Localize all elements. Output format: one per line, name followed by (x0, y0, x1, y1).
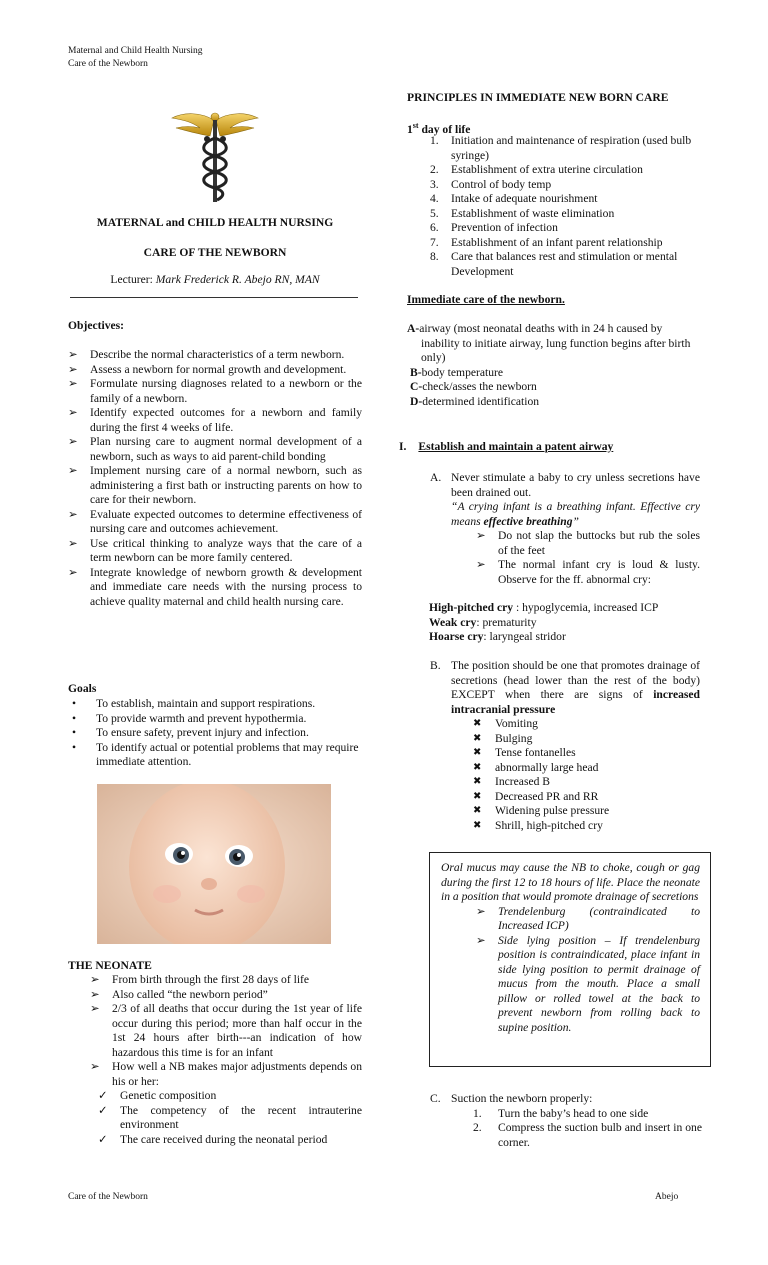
step-a (430, 471, 700, 587)
lecturer-line (68, 273, 362, 288)
objective-item: ➢ Integrate knowledge of newborn growth & development and immediate care needs with the nursing process to achieve quality maternal and child health nursing care. (68, 565, 362, 608)
principle-item: 8. Care that balances rest and stimulation or mental Development (430, 250, 678, 278)
objective-item: ➢ Evaluate expected outcomes to determine effectiveness of nursing care and outcomes achievement. (68, 507, 362, 535)
arrow-bullet-icon: ➢ (68, 536, 78, 550)
footer-right: Abejo (655, 1192, 679, 1202)
goal-item: • To provide warmth and prevent hypothermia. (72, 711, 307, 725)
step-a-sublist (430, 529, 700, 587)
arrow-bullet-icon: ➢ (68, 464, 78, 477)
objective-item: ➢ Identify expected outcomes for a newborn and family during the first 4 weeks of life. (68, 406, 362, 434)
icp-sign-item: ✖ Widening pulse pressure (473, 804, 610, 817)
suction-steps (430, 1107, 702, 1151)
box-item: ➢ Side lying position – If trendelenburg position is contraindicated, place infant in side lying position to permit drainage of mucus from the mouth. Place a small pillow or rolled towel at the back to prevent newborn from rolling back to supine position. (476, 933, 700, 1034)
neonate-subitem: ✓ The competency of the recent intrauterine environment (98, 1103, 362, 1131)
step-b (430, 659, 700, 833)
cry-item: High-pitched cry : hypoglycemia, increased ICP (429, 601, 659, 614)
neonate-heading: THE NEONATE (68, 959, 152, 972)
x-bullet-icon: ✖ (473, 819, 482, 831)
checkmark-icon: ✓ (98, 1132, 108, 1146)
icp-signs-list (430, 717, 700, 833)
principle-item: 4. Intake of adequate nourishment (430, 192, 598, 205)
doc-title: MATERNAL and CHILD HEALTH NURSING (96, 216, 334, 229)
step-a-text: A. Never stimulate a baby to cry unless secretions have been drained out. (430, 471, 700, 499)
icp-sign-item: ✖ Increased B (473, 775, 551, 788)
neonate-subitem: ✓ The care received during the neonatal period (98, 1132, 328, 1146)
objective-item: ➢ Use critical thinking to analyze ways that the care of a term newborn can be more family centered. (68, 536, 362, 564)
principle-item: 7. Establishment of an infant parent relationship (430, 235, 663, 249)
step-c-text: C. Suction the newborn properly: (430, 1092, 593, 1105)
lecturer-name: Mark Frederick R. Abejo RN, MAN (155, 273, 320, 286)
objectives-list (68, 348, 362, 609)
abcd-item: D-determined identification (410, 394, 540, 408)
goal-item: • To ensure safety, prevent injury and infection. (72, 726, 309, 739)
arrow-bullet-icon: ➢ (68, 406, 78, 419)
objective-item: ➢ Plan nursing care to augment normal development of a newborn, such as ways to aid parent-child bonding (68, 435, 362, 463)
neonate-sublist (90, 1089, 362, 1147)
step-a-quote: “A crying infant is a breathing infant. Effective cry means effective breathing” (451, 500, 700, 528)
principle-item: 1. Initiation and maintenance of respiration (used bulb syringe) (430, 134, 692, 162)
principles-list (430, 134, 710, 279)
step-b-text: B. The position should be one that promotes drainage of secretions (head lower than the rest of the body) EXCEPT when there are signs of increased intracranial pressure (430, 659, 701, 716)
checkmark-icon: ✓ (98, 1103, 108, 1117)
objective-item: ➢ Formulate nursing diagnoses related to a newborn or the family of a newborn. (68, 377, 362, 405)
arrow-bullet-icon: ➢ (476, 558, 486, 571)
abcd-item: B-body temperature (410, 365, 504, 379)
goals-heading: Goals (68, 682, 97, 695)
objectives-heading: Objectives: (68, 319, 125, 332)
goal-item: • To establish, maintain and support respirations. (72, 697, 316, 710)
dot-bullet-icon: • (72, 726, 77, 739)
box-list (441, 905, 700, 1036)
title-divider (70, 297, 358, 298)
header-line-2: Care of the Newborn (68, 59, 148, 69)
icp-sign-item: ✖ Tense fontanelles (473, 746, 576, 759)
arrow-bullet-icon: ➢ (68, 565, 78, 579)
arrow-bullet-icon: ➢ (68, 348, 78, 361)
neonate-item: ➢ From birth through the first 28 days of life (90, 973, 310, 986)
header-line-1: Maternal and Child Health Nursing (68, 46, 203, 56)
x-bullet-icon: ✖ (473, 790, 482, 802)
neonate-item: ➢ How well a NB makes major adjustments depends on his or her: (90, 1060, 362, 1088)
arrow-bullet-icon: ➢ (476, 529, 486, 542)
neonate-item: ➢ Also called “the newborn period” (90, 987, 268, 1001)
icp-sign-item: ✖ Shrill, high-pitched cry (473, 818, 603, 832)
neonate-list (90, 973, 362, 1147)
neonate-subitem: ✓ Genetic composition (98, 1089, 217, 1102)
principle-item: 6. Prevention of infection (430, 221, 558, 234)
x-bullet-icon: ✖ (473, 718, 482, 729)
arrow-bullet-icon: ➢ (68, 377, 78, 390)
neonate-item: ➢ 2/3 of all deaths that occur during the 1st year of life occur during this period; more than half occur in the 1st 24 hours after birth---an indication of how hazardous this time is for an infant (90, 1002, 362, 1059)
principles-heading: PRINCIPLES IN IMMEDIATE NEW BORN CARE (407, 91, 669, 104)
arrow-bullet-icon: ➢ (476, 904, 486, 918)
arrow-bullet-icon: ➢ (90, 987, 100, 1001)
x-bullet-icon: ✖ (473, 732, 482, 744)
step-a-subitem: ➢ The normal infant cry is loud & lusty. Observe for the ff. abnormal cry: (476, 558, 700, 586)
dot-bullet-icon: • (72, 711, 77, 725)
suction-step: 2. Compress the suction bulb and insert in one corner. (473, 1121, 702, 1149)
arrow-bullet-icon: ➢ (68, 507, 78, 521)
principle-item: 2. Establishment of extra uterine circulation (430, 163, 643, 176)
x-bullet-icon: ✖ (473, 805, 482, 816)
arrow-bullet-icon: ➢ (476, 933, 486, 947)
arrow-bullet-icon: ➢ (90, 1060, 100, 1073)
objective-item: ➢ Implement nursing care of a normal newborn, such as administering a first bath or instructing parents on how to care for their newborn. (68, 464, 362, 506)
cry-item: Weak cry: prematurity (429, 615, 537, 629)
box-item: ➢ Trendelenburg (contraindicated to Increased ICP) (476, 904, 700, 932)
abcd-item: A-airway (most neonatal deaths with in 24 h caused by inability to initiate airway, lung function begins after birth only) (407, 322, 691, 364)
x-bullet-icon: ✖ (473, 761, 482, 773)
checkmark-icon: ✓ (98, 1089, 108, 1102)
newborn-photo (97, 784, 331, 944)
arrow-bullet-icon: ➢ (68, 362, 78, 376)
objective-item: ➢ Assess a newborn for normal growth and development. (68, 362, 347, 376)
first-day-label: 1st day of life (407, 121, 471, 136)
step-a-subitem: ➢ Do not slap the buttocks but rub the soles of the feet (476, 529, 700, 557)
section-1-heading: I. Establish and maintain a patent airway (399, 440, 614, 453)
doc-subtitle: CARE OF THE NEWBORN (143, 246, 287, 259)
lecturer-label: Lecturer: (110, 273, 156, 286)
page-header (68, 45, 203, 71)
icp-sign-item: ✖ Bulging (473, 731, 533, 745)
dot-bullet-icon: • (72, 697, 77, 710)
x-bullet-icon: ✖ (473, 747, 482, 758)
oral-mucus-note-box (429, 852, 711, 1067)
abcd-list (407, 322, 702, 409)
goals-list (72, 697, 362, 770)
arrow-bullet-icon: ➢ (90, 1002, 100, 1015)
immediate-care-heading: Immediate care of the newborn. (407, 293, 565, 306)
principle-item: 3. Control of body temp (430, 177, 552, 191)
abcd-item: C-check/asses the newborn (410, 380, 537, 393)
dot-bullet-icon: • (72, 740, 77, 754)
objective-item: ➢ Describe the normal characteristics of a term newborn. (68, 348, 345, 361)
arrow-bullet-icon: ➢ (68, 435, 78, 448)
abnormal-cries (429, 601, 709, 645)
cry-item: Hoarse cry: laryngeal stridor (429, 630, 566, 643)
goal-item: • To identify actual or potential problems that may require immediate attention. (72, 740, 359, 768)
principle-item: 5. Establishment of waste elimination (430, 206, 615, 220)
icp-sign-item: ✖ Vomiting (473, 717, 538, 730)
x-bullet-icon: ✖ (473, 776, 482, 787)
box-text: Oral mucus may cause the NB to choke, cough or gag during the first 12 to 18 hours of life. Place the neonate in a position that would promote drainage of secretions (441, 861, 700, 903)
icp-sign-item: ✖ Decreased PR and RR (473, 789, 599, 803)
arrow-bullet-icon: ➢ (90, 973, 100, 986)
caduceus-logo (170, 108, 260, 208)
icp-sign-item: ✖ abnormally large head (473, 760, 599, 774)
footer-left: Care of the Newborn (68, 1192, 148, 1202)
step-c (430, 1092, 702, 1150)
suction-step: 1. Turn the baby’s head to one side (473, 1106, 649, 1120)
